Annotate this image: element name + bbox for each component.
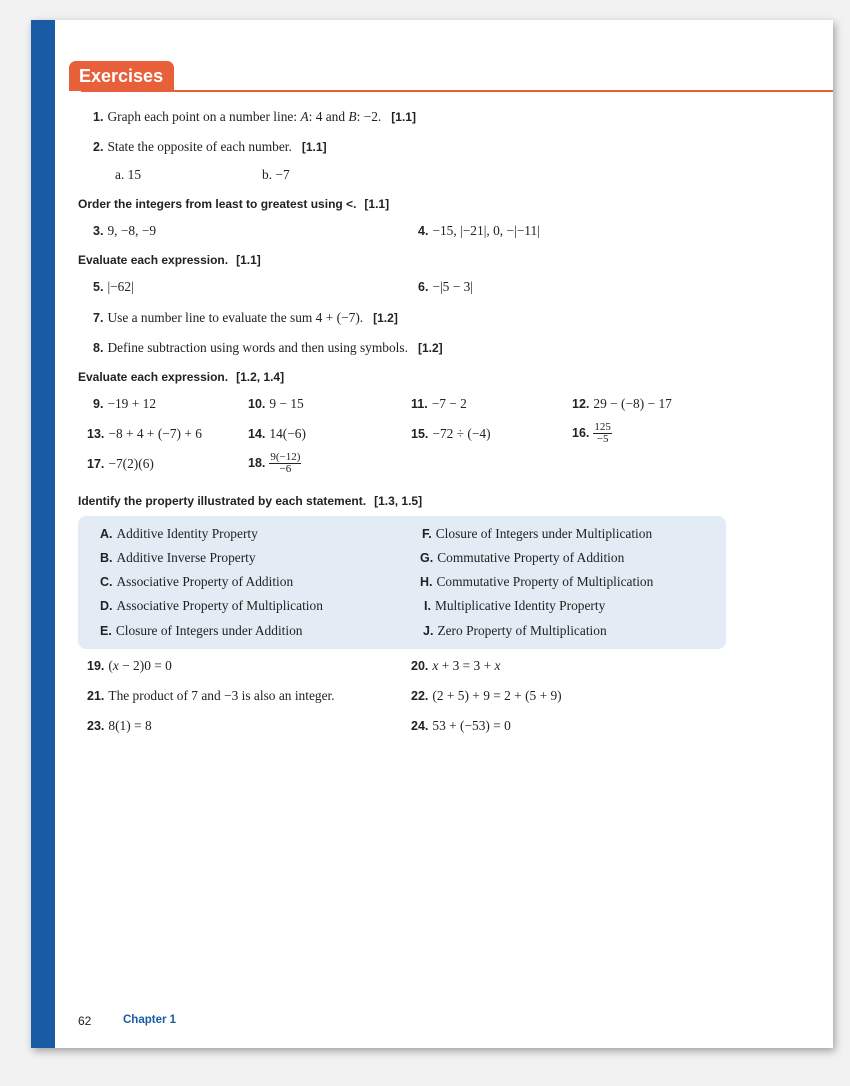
property-c: C. Associative Property of Addition: [100, 574, 294, 589]
directions-identify: Identify the property illustrated by each statement. [1.3, 1.5]: [78, 494, 423, 508]
property-b: B. Additive Inverse Property: [100, 550, 256, 565]
exercise-8: 8. Define subtraction using words and then using symbols. [1.2]: [93, 340, 443, 355]
exercise-11: 11. −7 − 2: [411, 396, 467, 411]
exercise-20: 20. x + 3 = 3 + x: [411, 658, 501, 673]
property-j: J. Zero Property of Multiplication: [423, 623, 607, 638]
page-number: 62: [78, 1014, 92, 1028]
exercise-4: 4. −15, |−21|, 0, −|−11|: [418, 223, 540, 238]
exercise-2b: b. −7: [262, 167, 290, 182]
directions-evaluate-1: Evaluate each expression. [1.1]: [78, 253, 261, 267]
exercise-23: 23. 8(1) = 8: [87, 718, 152, 733]
exercise-6: 6. −|5 − 3|: [418, 279, 473, 294]
exercise-7: 7. Use a number line to evaluate the sum 4 + (−7). [1.2]: [93, 310, 398, 325]
exercise-2: 2. State the opposite of each number. [1.1]: [93, 139, 327, 154]
property-h: H. Commutative Property of Multiplication: [420, 574, 654, 589]
exercise-24: 24. 53 + (−53) = 0: [411, 718, 511, 733]
exercise-10: 10. 9 − 15: [248, 396, 304, 411]
property-g: G. Commutative Property of Addition: [420, 550, 625, 565]
textbook-page: [31, 20, 833, 1048]
exercise-21: 21. The product of 7 and −3 is also an integer.: [87, 688, 335, 703]
property-e: E. Closure of Integers under Addition: [100, 623, 303, 638]
exercise-19: 19. (x − 2)0 = 0: [87, 658, 172, 673]
fraction: $\frac{125}{-5}$: [594, 421, 611, 445]
property-a: A. Additive Identity Property: [100, 526, 258, 541]
property-d: D. Associative Property of Multiplication: [100, 598, 323, 613]
exercise-22: 22. (2 + 5) + 9 = 2 + (5 + 9): [411, 688, 562, 703]
directions-evaluate-2: Evaluate each expression. [1.2, 1.4]: [78, 370, 285, 384]
fraction: $\frac{9(-12)}{-6}$: [270, 451, 301, 475]
exercise-14: 14. 14(−6): [248, 426, 306, 441]
exercise-12: 12. 29 − (−8) − 17: [572, 396, 672, 411]
chapter-label: Chapter 1: [123, 1014, 177, 1026]
exercise-18: 18. $\frac{9(-12)}{-6}$: [248, 451, 301, 475]
property-f: F. Closure of Integers under Multiplication: [422, 526, 653, 541]
exercise-2a: a. 15: [115, 167, 142, 182]
exercise-15: 15. −72 ÷ (−4): [411, 426, 491, 441]
page-spine: [31, 20, 55, 1048]
exercise-16: 16. $\frac{125}{-5}$: [572, 421, 611, 445]
header-rule: [81, 90, 833, 92]
section-title: Exercises: [69, 61, 174, 91]
exercise-17: 17. −7(2)(6): [87, 456, 154, 471]
property-i: I. Multiplicative Identity Property: [424, 598, 606, 613]
exercise-9: 9. −19 + 12: [93, 396, 157, 411]
directions-order: Order the integers from least to greatest using <. [1.1]: [78, 197, 390, 211]
exercise-5: 5. |−62|: [93, 279, 134, 294]
exercise-1: 1. Graph each point on a number line: A: 4 and B: −2. [1.1]: [93, 109, 416, 124]
exercise-13: 13. −8 + 4 + (−7) + 6: [87, 426, 202, 441]
exercise-3: 3. 9, −8, −9: [93, 223, 157, 238]
